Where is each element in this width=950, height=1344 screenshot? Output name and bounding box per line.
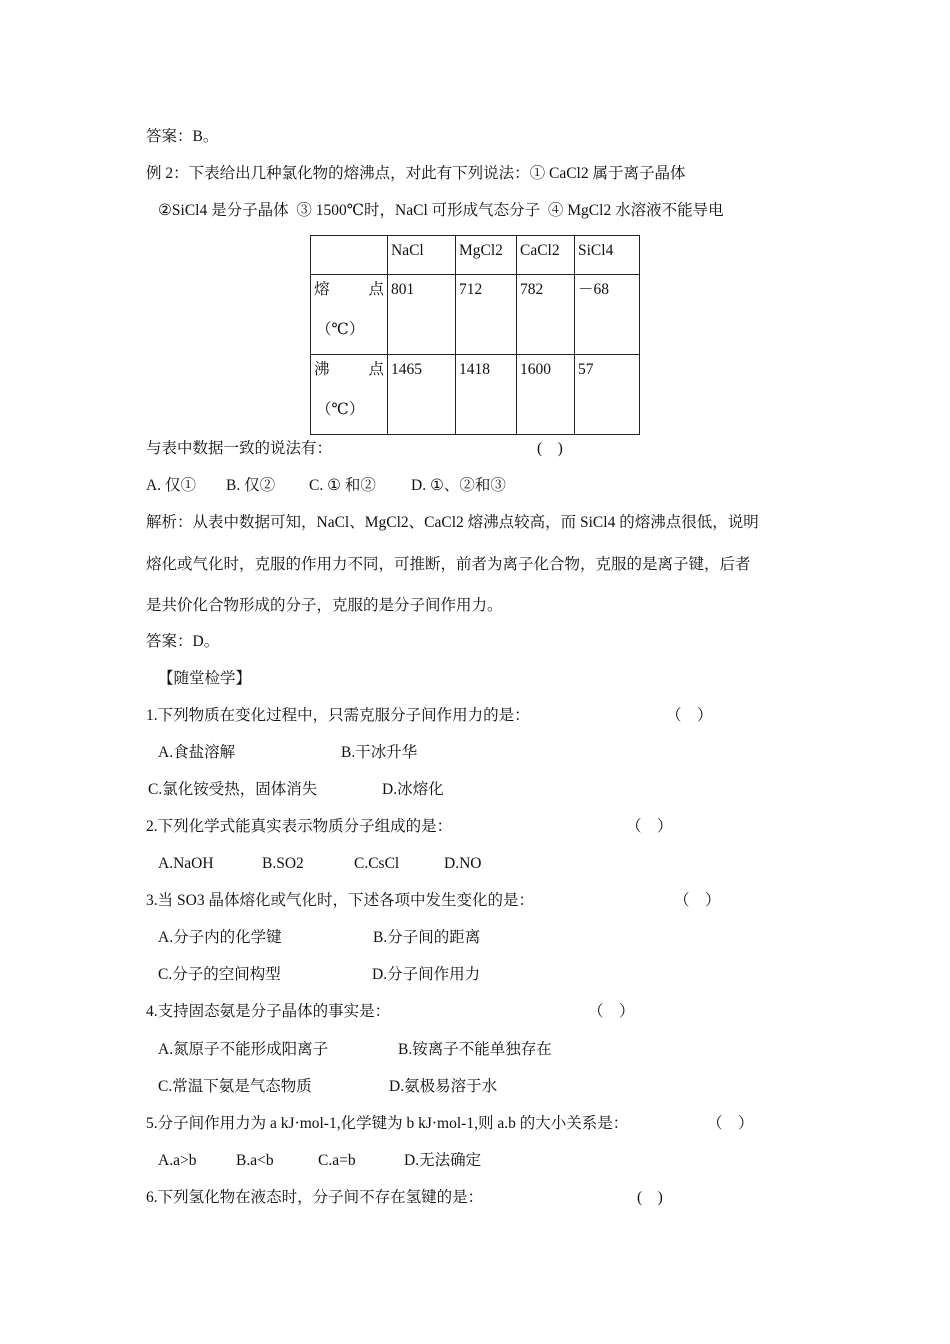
example2-question: 与表中数据一致的说法有：: [146, 440, 333, 457]
intro-answer: 答案：B。: [146, 128, 219, 145]
row-label-char: 熔: [314, 281, 330, 298]
table-cell: 57: [575, 355, 640, 435]
table-row-melting: [311, 275, 640, 355]
question-3-stem: 3.当 SO3 晶体熔化或气化时，下述各项中发生变化的是：: [146, 892, 534, 909]
question-5-option-c: C.a=b: [318, 1152, 356, 1169]
section-title: 【随堂检学】: [158, 670, 252, 687]
example2-stem-line1: 例 2：下表给出几种氯化物的熔沸点，对此有下列说法：① CaCl2 属于离子晶体: [146, 165, 686, 182]
question-2-option-a: A.NaOH: [158, 855, 214, 872]
question-1-option-c: C.氯化铵受热，固体消失: [148, 781, 318, 798]
table-cell: 782: [517, 275, 575, 355]
row-label-char: 点: [368, 361, 384, 378]
question-4-option-b: B.铵离子不能单独存在: [398, 1041, 552, 1058]
example2-stem-line2: ②SiCl4 是分子晶体 ③ 1500℃时，NaCl 可形成气态分子 ④ MgCl2 水溶液不能导电: [158, 202, 724, 219]
example2-question-bracket: ( ): [537, 440, 563, 457]
example2-option-c: C. ① 和②: [309, 477, 376, 494]
question-5-bracket: （ ）: [707, 1115, 754, 1132]
question-1-stem: 1.下列物质在变化过程中，只需克服分子间作用力的是：: [146, 707, 530, 724]
table-cell: 1465: [388, 355, 456, 435]
question-4-bracket: （ ）: [588, 1003, 635, 1020]
question-4-option-d: D.氨极易溶于水: [389, 1078, 498, 1095]
question-6-stem: 6.下列氢化物在液态时，分子间不存在氢键的是：: [146, 1189, 484, 1206]
question-5-option-b: B.a<b: [236, 1152, 274, 1169]
table-header-cell: CaCl2: [517, 236, 575, 275]
question-3-option-d: D.分子间作用力: [372, 966, 481, 983]
question-2-bracket: （ ）: [626, 818, 673, 835]
table-header-cell: SiCl4: [575, 236, 640, 275]
question-4-option-a: A.氮原子不能形成阳离子: [158, 1041, 329, 1058]
question-2-stem: 2.下列化学式能真实表示物质分子组成的是：: [146, 818, 453, 835]
row-label-boiling: [311, 355, 388, 435]
row-label-unit: （℃）: [316, 321, 365, 338]
row-label-char: 点: [368, 281, 384, 298]
analysis-line-1: 解析：从表中数据可知，NaCl、MgCl2、CaCl2 熔沸点较高，而 SiCl4 的熔沸点很低，说明: [146, 514, 759, 531]
analysis-line-2: 熔化或气化时，克服的作用力不同，可推断，前者为离子化合物，克服的是离子键，后者: [146, 556, 751, 573]
question-6-bracket: ( ): [637, 1189, 663, 1206]
question-3-option-c: C.分子的空间构型: [158, 966, 281, 983]
melting-boiling-table: [310, 235, 640, 435]
table-cell: －68: [575, 275, 640, 355]
table-cell: 712: [456, 275, 517, 355]
question-2-option-c: C.CsCl: [354, 855, 400, 872]
question-3-option-a: A.分子内的化学键: [158, 929, 282, 946]
analysis-line-3: 是共价化合物形成的分子，克服的是分子间作用力。: [146, 597, 503, 614]
table-cell: 1418: [456, 355, 517, 435]
row-label-melting: [311, 275, 388, 355]
table-header-cell: [311, 236, 388, 275]
table-header-cell: MgCl2: [456, 236, 517, 275]
example2-option-b: B. 仅②: [226, 477, 276, 494]
question-3-bracket: （ ）: [674, 892, 721, 909]
table-header-cell: NaCl: [388, 236, 456, 275]
row-label-char: 沸: [314, 361, 330, 378]
question-4-stem: 4.支持固态氨是分子晶体的事实是：: [146, 1003, 391, 1020]
table-header-row: [311, 236, 640, 275]
question-1-option-b: B.干冰升华: [341, 744, 418, 761]
question-5-stem: 5.分子间作用力为 a kJ·mol-1,化学键为 b kJ·mol-1,则 a.b 的大小关系是：: [146, 1115, 629, 1132]
table-cell: 1600: [517, 355, 575, 435]
question-1-bracket: （ ）: [666, 707, 713, 724]
example2-answer: 答案：D。: [146, 633, 220, 650]
question-3-option-b: B.分子间的距离: [373, 929, 481, 946]
table-cell: 801: [388, 275, 456, 355]
example2-option-d: D. ①、②和③: [411, 477, 506, 494]
question-2-option-d: D.NO: [444, 855, 482, 872]
question-1-option-d: D.冰熔化: [382, 781, 444, 798]
question-5-option-a: A.a>b: [158, 1152, 197, 1169]
question-1-option-a: A.食盐溶解: [158, 744, 236, 761]
question-5-option-d: D.无法确定: [404, 1152, 482, 1169]
example2-option-a: A. 仅①: [146, 477, 196, 494]
question-2-option-b: B.SO2: [262, 855, 304, 872]
row-label-unit: （℃）: [316, 401, 365, 418]
question-4-option-c: C.常温下氨是气态物质: [158, 1078, 312, 1095]
table-row-boiling: [311, 355, 640, 435]
